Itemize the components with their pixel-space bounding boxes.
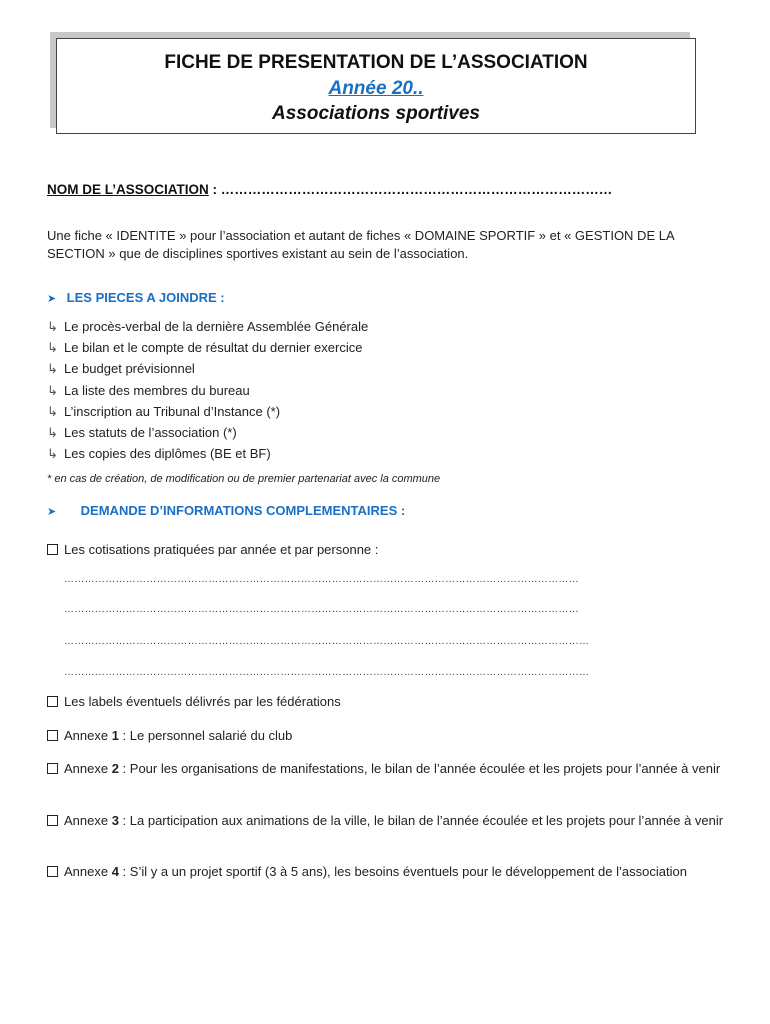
empty-checkbox-icon[interactable] (47, 763, 58, 774)
section-demande-heading (47, 502, 405, 520)
annexe-prefix: Annexe (64, 864, 112, 879)
annexe-number: 2 (111, 761, 119, 776)
cotisations-text: Les cotisations pratiquées par année et par personne : (64, 542, 379, 557)
footnote: * en cas de création, de modification ou de premier partenariat avec la commune (47, 473, 441, 485)
list-item (47, 319, 368, 335)
dotted-answer-line[interactable]: …………………………………………………………………………………………………………………………………… (64, 574, 579, 585)
list-item (47, 383, 250, 399)
page-subtitle: Associations sportives (271, 103, 481, 124)
check-arrow-bullet-icon: ↳ (47, 361, 58, 376)
cotisations-item (47, 542, 378, 557)
annexe-item (47, 759, 727, 779)
dotted-answer-line[interactable]: …………………………………………………………………………………………………………………………………… (64, 604, 579, 615)
list-item-text: Le procès-verbal de la dernière Assemblée Générale (64, 319, 369, 334)
annexe-prefix: Annexe (64, 728, 112, 743)
list-item-text: Le budget prévisionnel (64, 361, 195, 376)
empty-checkbox-icon[interactable] (47, 815, 58, 826)
annexe-prefix: Annexe (64, 813, 112, 828)
page-title: FICHE DE PRESENTATION DE L’ASSOCIATION (164, 52, 588, 73)
association-name-label: NOM DE L’ASSOCIATION (47, 182, 209, 197)
annexe-prefix: Annexe (64, 761, 112, 776)
annexe-item (47, 811, 727, 831)
check-arrow-bullet-icon: ↳ (47, 446, 58, 461)
labels-item (47, 694, 341, 709)
annexe-text: : S’il y a un projet sportif (3 à 5 ans), les besoins éventuels pour le développement de l’association (118, 864, 687, 879)
annexe-number: 4 (111, 864, 119, 879)
list-item-text: Le bilan et le compte de résultat du dernier exercice (64, 340, 363, 355)
list-item (47, 425, 237, 441)
dotted-answer-line[interactable]: ……………………………………………………………………………………………………………………………………… (64, 667, 590, 678)
labels-text: Les labels éventuels délivrés par les fédérations (64, 694, 341, 709)
list-item (47, 340, 362, 356)
annexe-number: 3 (111, 813, 119, 828)
list-item (47, 361, 195, 377)
list-item-text: Les copies des diplômes (BE et BF) (64, 446, 271, 461)
list-item (47, 404, 280, 420)
list-item-text: L’inscription au Tribunal d’Instance (*) (64, 404, 281, 419)
annexe-item (47, 726, 727, 746)
empty-checkbox-icon[interactable] (47, 730, 58, 741)
annexe-number: 1 (111, 728, 119, 743)
check-arrow-bullet-icon: ↳ (47, 383, 58, 398)
year-line: Année 20.. (328, 78, 424, 99)
annexe-text: : Le personnel salarié du club (118, 728, 293, 743)
intro-paragraph: Une fiche « IDENTITE » pour l’association et autant de fiches « DOMAINE SPORTIF » et « GESTION DE LA SECTION » que de disciplines sportives existant au sein de l’association. (47, 228, 674, 261)
dotted-answer-line[interactable]: ……………………………………………………………………………………………………………………………………… (64, 636, 590, 647)
list-item-text: La liste des membres du bureau (64, 383, 250, 398)
annexe-text: : Pour les organisations de manifestations, le bilan de l’année écoulée et les projets pour l’année à venir (118, 761, 721, 776)
demande-heading-text: DEMANDE D’INFORMATIONS COMPLEMENTAIRES : (80, 503, 406, 518)
check-arrow-bullet-icon: ↳ (47, 404, 58, 419)
arrowhead-bullet-icon: ➤ (47, 506, 57, 518)
check-arrow-bullet-icon: ↳ (47, 340, 58, 355)
association-name-line (47, 182, 612, 197)
association-name-field[interactable]: …………………………………………………………………………… (220, 182, 613, 197)
list-item-text: Les statuts de l’association (*) (64, 425, 237, 440)
annexe-item (47, 862, 727, 882)
empty-checkbox-icon[interactable] (47, 866, 58, 877)
association-name-separator: : (208, 182, 221, 197)
annexe-text: : La participation aux animations de la ville, le bilan de l’année écoulée et les projets pour l’année à venir (118, 813, 724, 828)
empty-checkbox-icon[interactable] (47, 696, 58, 707)
check-arrow-bullet-icon: ↳ (47, 425, 58, 440)
check-arrow-bullet-icon: ↳ (47, 319, 58, 334)
title-box (56, 38, 696, 134)
list-item (47, 446, 271, 462)
arrowhead-bullet-icon: ➤ (47, 293, 57, 305)
pieces-heading-text: LES PIECES A JOINDRE : (66, 290, 225, 305)
section-pieces-heading (47, 289, 225, 307)
empty-checkbox-icon[interactable] (47, 544, 58, 555)
